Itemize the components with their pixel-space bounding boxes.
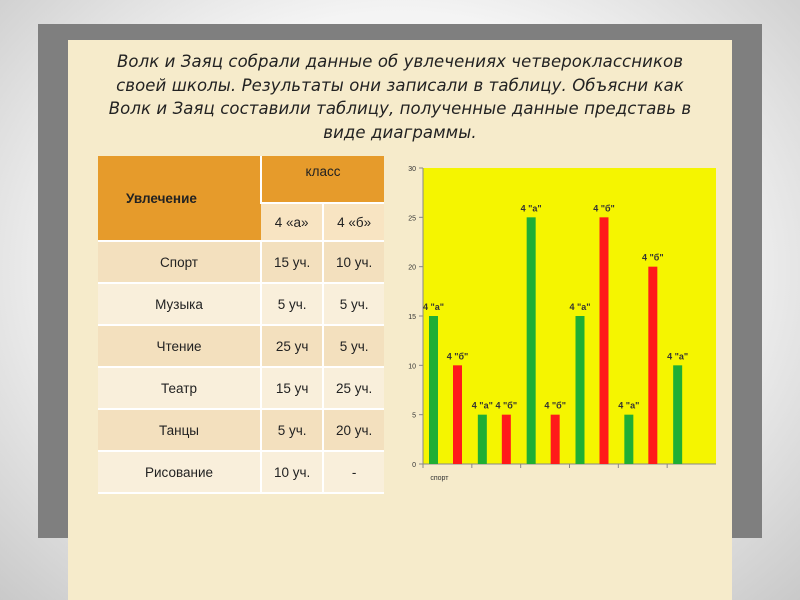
row-class-a: 15 уч	[261, 367, 323, 409]
bar-4b	[453, 365, 462, 464]
row-class-b: 5 уч.	[323, 283, 384, 325]
bar-label-4a: 4 "а"	[471, 400, 493, 411]
row-class-a: 10 уч.	[261, 451, 323, 493]
bar-4b	[502, 415, 511, 464]
header-hobby: Увлечение	[98, 156, 261, 241]
bar-chart	[398, 162, 716, 502]
bar-label-4a: 4 "а"	[520, 203, 542, 214]
bar-label-4a: 4 "а"	[667, 351, 689, 362]
bar-4a	[527, 217, 536, 464]
row-hobby: Театр	[98, 367, 261, 409]
plot-background	[423, 168, 716, 464]
row-class-a: 5 уч.	[261, 409, 323, 451]
table-row	[98, 451, 384, 493]
table-row	[98, 409, 384, 451]
bar-4b	[551, 415, 560, 464]
bar-label-4a: 4 "а"	[618, 400, 640, 411]
row-hobby: Танцы	[98, 409, 261, 451]
row-class-b: 10 уч.	[323, 241, 384, 283]
row-hobby: Музыка	[98, 283, 261, 325]
hobbies-table	[98, 156, 384, 494]
bar-chart-svg	[398, 162, 716, 502]
table-row	[98, 367, 384, 409]
bar-4b	[600, 217, 609, 464]
row-hobby: Спорт	[98, 241, 261, 283]
table-row	[98, 325, 384, 367]
y-tick-label: 0	[412, 462, 416, 469]
slide-card	[68, 40, 732, 600]
bar-label-4a: 4 "а"	[569, 302, 591, 312]
title-line: виде диаграммы.	[323, 122, 477, 142]
bar-4a	[576, 316, 585, 464]
bar-4a	[429, 316, 438, 464]
bar-label-4b: 4 "б"	[446, 351, 469, 362]
task-title	[68, 50, 732, 144]
row-hobby: Чтение	[98, 325, 261, 367]
bar-label-4b: 4 "б"	[642, 252, 664, 263]
row-class-b: 25 уч.	[323, 367, 384, 409]
bar-4b	[648, 267, 657, 464]
table-row	[98, 283, 384, 325]
bar-label-4b: 4 "б"	[593, 203, 615, 214]
row-class-a: 15 уч.	[261, 241, 323, 283]
y-tick-label: 25	[408, 215, 416, 223]
row-class-a: 25 уч	[261, 325, 323, 367]
y-tick-label: 30	[408, 166, 416, 173]
row-class-b: 20 уч.	[323, 409, 384, 451]
title-line: своей школы. Результаты они записали в таблицу. Объясни как	[116, 75, 684, 95]
bar-4a	[624, 415, 633, 464]
row-class-a: 5 уч.	[261, 283, 323, 325]
row-class-b: -	[323, 451, 384, 493]
y-tick-label: 10	[408, 363, 416, 371]
header-class-b: 4 «б»	[323, 203, 384, 241]
title-line: Волк и Заяц составили таблицу, полученные данные представь в	[108, 99, 692, 118]
header-class-a: 4 «а»	[261, 203, 323, 241]
y-tick-label: 15	[408, 314, 416, 321]
header-class: класс	[261, 156, 384, 203]
bar-label-4a: 4 "а"	[422, 302, 445, 312]
bar-label-4b: 4 "б"	[544, 400, 566, 411]
title-line: Волк и Заяц собрали данные об увлечениях четвероклассников	[116, 52, 684, 71]
y-tick-label: 5	[412, 412, 416, 420]
table-row	[98, 241, 384, 283]
bar-4a	[673, 365, 682, 464]
row-hobby: Рисование	[98, 451, 261, 493]
row-class-b: 5 уч.	[323, 325, 384, 367]
x-tick-label: спорт	[430, 475, 449, 482]
bar-label-4b: 4 "б"	[495, 400, 518, 411]
bar-4a	[478, 415, 487, 464]
y-tick-label: 20	[408, 264, 416, 272]
